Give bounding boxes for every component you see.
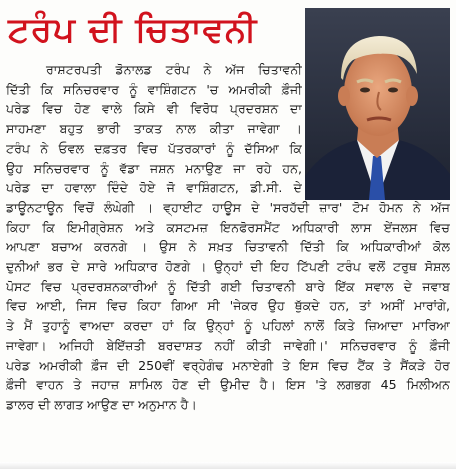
article-line: ਡਾਊਨਟਾਊਨ ਵਿਚੋਂ ਲੰਘੇਗੀ । ਵ੍ਹਾਈਟ ਹਾਊਸ ਦੇ 'ਸਰਹੱਦੀ ਜ਼ਾਰ' ਟੋਮ ਹੋਮਨ ਨੇ ਅੱਜ bbox=[6, 199, 450, 215]
clipping-edge bbox=[0, 462, 456, 469]
article-line: ਵਿਚ ਆਈ, ਜਿਸ ਵਿਚ ਕਿਹਾ ਗਿਆ ਸੀ 'ਜੇਕਰ ਉਹ ਥੁੱਕਦੇ ਹਨ, ਤਾਂ ਅਸੀਂ ਮਾਰਾਂਗੇ, bbox=[6, 298, 450, 314]
article-line: ਦਿੱਤੀ ਕਿ ਸਨਿਚਰਵਾਰ ਨੂੰ ਵਾਸ਼ਿੰਗਟਨ 'ਚ ਅਮਰੀਕੀ ਫ਼ੌਜੀ bbox=[6, 81, 302, 97]
article-body bbox=[6, 60, 450, 415]
article-line: ਸਾਹਮਣਾ ਬਹੁਤ ਭਾਰੀ ਤਾਕਤ ਨਾਲ ਕੀਤਾ ਜਾਵੇਗਾ । bbox=[6, 121, 302, 137]
article-line: ਪਰੇਡ ਵਿਚ ਹੋਣ ਵਾਲੇ ਕਿਸੇ ਵੀ ਵਿਰੋਧ ਪ੍ਰਦਰਸ਼ਨ ਦਾ bbox=[6, 101, 302, 117]
article-line: ਰਾਸ਼ਟਰਪਤੀ ਡੋਨਾਲਡ ਟਰੰਪ ਨੇ ਅੱਜ ਚਿਤਾਵਨੀ bbox=[46, 62, 302, 77]
article-line: ਪਰੇਡ ਦਾ ਹਵਾਲਾ ਦਿੰਦੇ ਹੋਏ ਜੋ ਵਾਸ਼ਿੰਗਟਨ, ਡੀ.ਸੀ. ਦੇ bbox=[6, 180, 302, 196]
article-line: ਪੋਸਟ ਵਿਚ ਪ੍ਰਦਰਸ਼ਨਕਾਰੀਆਂ ਨੂੰ ਦਿੱਤੀ ਗਈ ਚਿਤਾਵਨੀ ਬਾਰੇ ਇੱਕ ਸਵਾਲ ਦੇ ਜਵਾਬ bbox=[6, 278, 450, 294]
article-line: ਪਰੇਡ ਅਮਰੀਕੀ ਫ਼ੌਜ ਦੀ 250ਵੀਂ ਵਰ੍ਹੇਗੰਢ ਮਨਾਏਗੀ ਤੇ ਇਸ ਵਿਚ ਟੈਂਕ ਤੇ ਸੈਂਕੜੇ ਹੋਰ bbox=[6, 357, 450, 373]
article-line: ਉਹ ਸਨਿਚਰਵਾਰ ਨੂੰ ਵੱਡਾ ਜਸ਼ਨ ਮਨਾਉਣ ਜਾ ਰਹੇ ਹਨ, bbox=[6, 160, 302, 176]
article-line: ਫ਼ੌਜੀ ਵਾਹਨ ਤੇ ਜਹਾਜ਼ ਸ਼ਾਮਿਲ ਹੋਣ ਦੀ ਉਮੀਦ ਹੈ। ਇਸ 'ਤੇ ਲਗਭਗ 45 ਮਿਲੀਅਨ bbox=[6, 377, 450, 393]
headline: ਟਰੰਪ ਦੀ ਚਿਤਾਵਨੀ bbox=[8, 10, 258, 50]
article-line: ਜਾਵੇਗਾ। ਅਜਿਹੀ ਬੇਇੱਜ਼ਤੀ ਬਰਦਾਸ਼ਤ ਨਹੀਂ ਕੀਤੀ ਜਾਵੇਗੀ।' ਸਨਿਚਰਵਾਰ ਨੂੰ ਫ਼ੌਜੀ bbox=[6, 337, 450, 353]
article-line: ਤੇ ਮੈਂ ਤੁਹਾਨੂੰ ਵਾਅਦਾ ਕਰਦਾ ਹਾਂ ਕਿ ਉਨ੍ਹਾਂ ਨੂੰ ਪਹਿਲਾਂ ਨਾਲੋਂ ਕਿਤੇ ਜ਼ਿਆਦਾ ਮਾਰਿਆ bbox=[6, 318, 450, 334]
article-line: ਆਪਣਾ ਬਚਾਅ ਕਰਨਗੇ । ਉਸ ਨੇ ਸਖ਼ਤ ਚਿਤਾਵਨੀ ਦਿੱਤੀ ਕਿ ਅਧਿਕਾਰੀਆਂ ਕੋਲ bbox=[6, 239, 450, 255]
article-line: ਦੁਨੀਆਂ ਭਰ ਦੇ ਸਾਰੇ ਅਧਿਕਾਰ ਹੋਣਗੇ । ਉਨ੍ਹਾਂ ਦੀ ਇਹ ਟਿੱਪਣੀ ਟਰੰਪ ਵਲੋਂ ਟਰੁਥ ਸੋਸ਼ਲ bbox=[6, 259, 450, 275]
article-line: ਕਿਹਾ ਕਿ ਇਮੀਗ੍ਰੇਸ਼ਨ ਅਤੇ ਕਸਟਮਜ਼ ਇਨਫੋਰਸਮੈਂਟ ਅਧਿਕਾਰੀ ਲਾਸ ਏਂਜਲਸ ਵਿਚ bbox=[6, 219, 450, 235]
article-line: ਟਰੰਪ ਨੇ ਓਵਲ ਦਫ਼ਤਰ ਵਿਚ ਪੱਤਰਕਾਰਾਂ ਨੂੰ ਦੱਸਿਆ ਕਿ bbox=[6, 140, 302, 156]
article-line: ਡਾਲਰ ਦੀ ਲਾਗਤ ਆਉਣ ਦਾ ਅਨੁਮਾਨ ਹੈ। bbox=[6, 396, 197, 412]
